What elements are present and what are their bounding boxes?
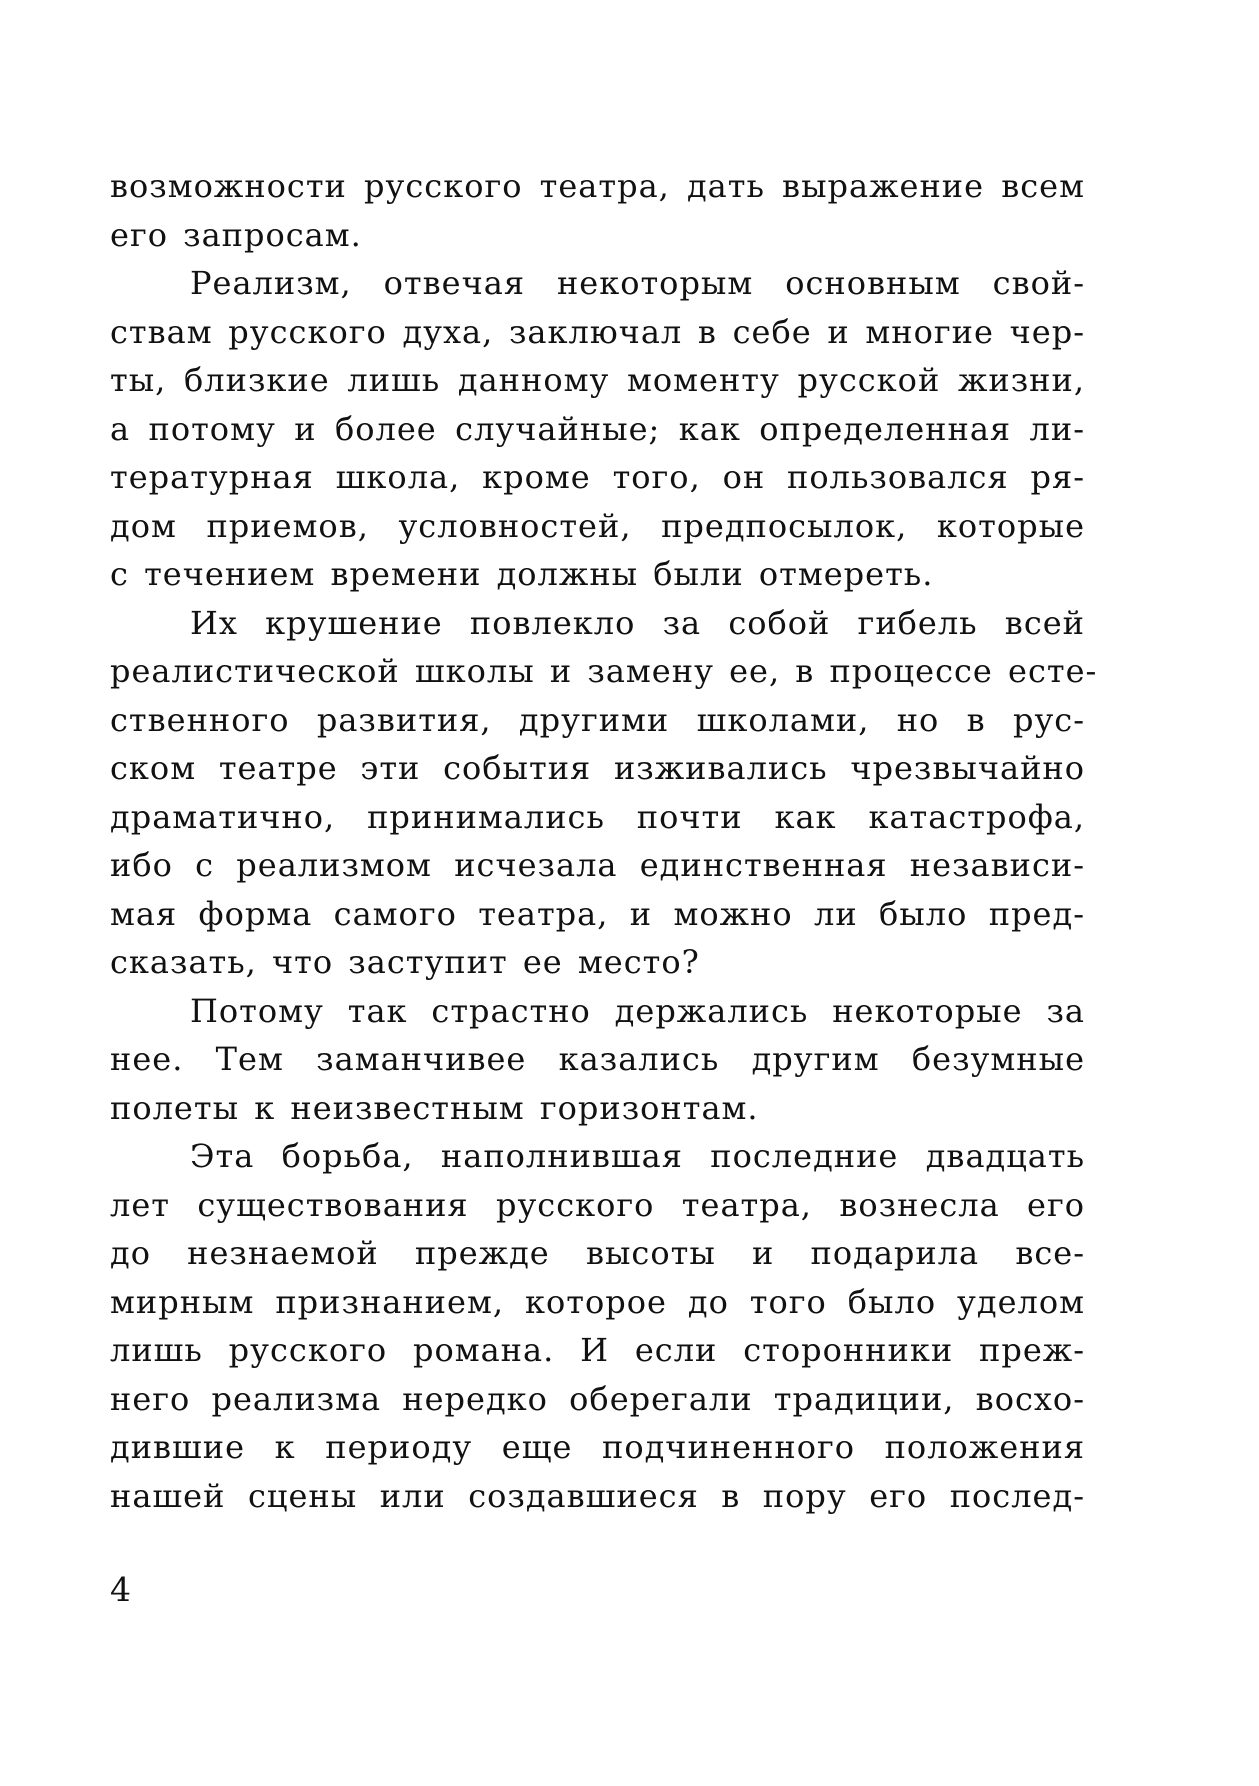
text-line: реалистической школы и замену ее, в процессе есте- xyxy=(110,652,1098,690)
page-body-text xyxy=(110,162,1098,1520)
text-line: драматично, принимались почти как катастрофа, xyxy=(110,797,1085,836)
text-line: тературная школа, кроме того, он пользовался ря- xyxy=(110,458,1085,496)
text-line: нее. Тем заманчивее казались другим безумные xyxy=(110,1040,1085,1078)
page-number: 4 xyxy=(110,1570,131,1609)
text-line: возможности русского театра, дать выражение всем xyxy=(110,167,1085,205)
text-line: ском театре эти события изживались чрезвычайно xyxy=(110,749,1085,787)
text-line: до незнаемой прежде высоты и подарила все- xyxy=(110,1234,1085,1272)
text-line: ственного развития, другими школами, но в рус- xyxy=(110,700,1085,739)
text-line: нашей сцены или создавшиеся в пору его послед- xyxy=(110,1476,1085,1515)
text-line: ты, близкие лишь данному моменту русской жизни, xyxy=(110,361,1085,399)
text-line: ибо с реализмом исчезала единственная независи- xyxy=(110,846,1085,884)
text-line: а потому и более случайные; как определенная ли- xyxy=(110,409,1085,448)
text-line: Их крушение повлекло за собой гибель всей xyxy=(190,603,1085,642)
text-line: лет существования русского театра, вознесла его xyxy=(110,1185,1085,1224)
text-line: него реализма нередко оберегали традиции, восхо- xyxy=(110,1379,1085,1418)
text-line: дом приемов, условностей, предпосылок, которые xyxy=(110,506,1085,545)
text-line: мая форма самого театра, и можно ли было пред- xyxy=(110,894,1085,933)
text-line: Реализм, отвечая некоторым основным свой- xyxy=(190,264,1085,302)
text-line: его запросам. xyxy=(110,215,362,254)
text-line: дившие к периоду еще подчиненного положения xyxy=(110,1428,1085,1466)
text-line: полеты к неизвестным горизонтам. xyxy=(110,1088,759,1127)
text-line: сказать, что заступит ее место? xyxy=(110,943,700,981)
text-line: Эта борьба, наполнившая последние двадцать xyxy=(190,1137,1085,1175)
text-line: Потому так страстно держались некоторые за xyxy=(190,991,1085,1030)
text-line: ствам русского духа, заключал в себе и многие чер- xyxy=(110,312,1085,351)
text-line: лишь русского романа. И если сторонники преж- xyxy=(110,1331,1085,1369)
text-line: мирным признанием, которое до того было уделом xyxy=(110,1282,1085,1321)
text-line: с течением времени должны были отмереть. xyxy=(110,555,934,593)
